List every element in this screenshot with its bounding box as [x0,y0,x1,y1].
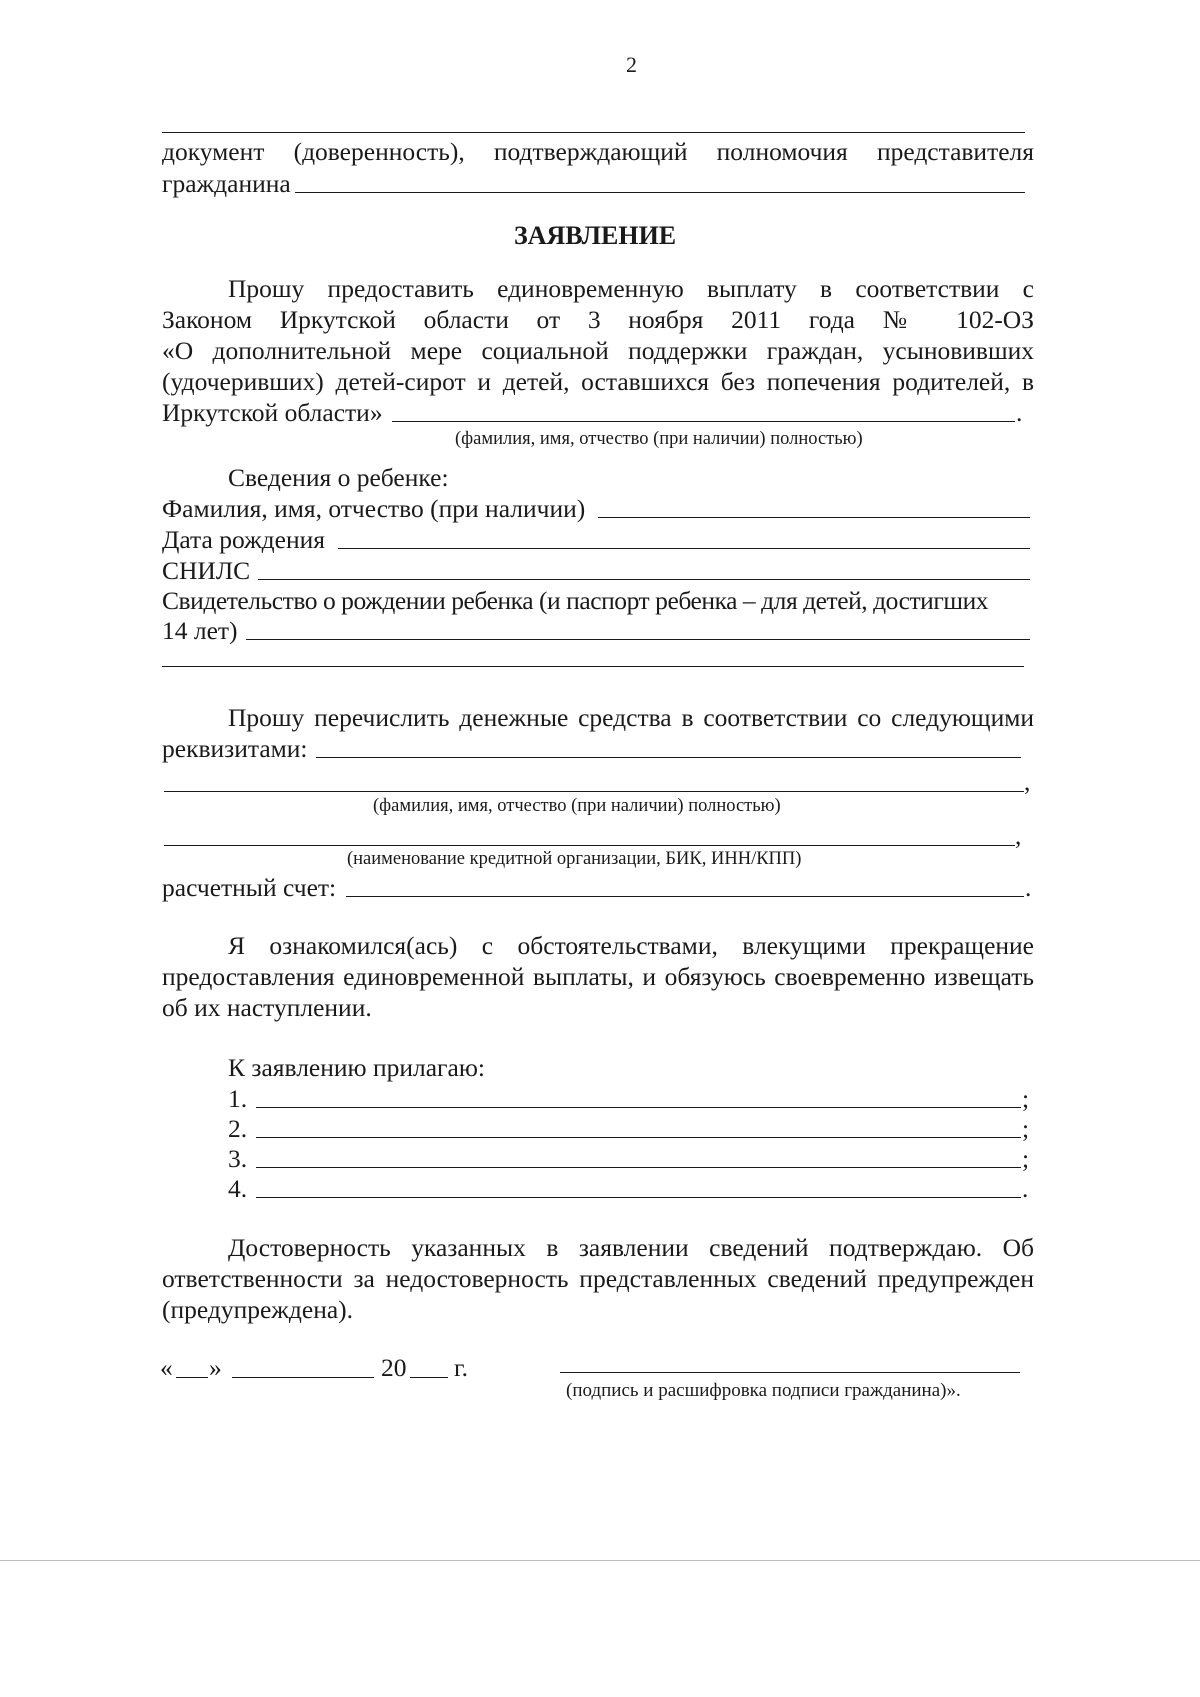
blank-line-child-snils[interactable] [258,579,1030,580]
blank-line-child-cert-2[interactable] [162,666,1024,667]
attachment-end-4: . [1022,1174,1029,1203]
page-bottom-rule [0,1560,1200,1561]
rep-doc-text-line1: документ (доверенность), подтверждающий полномочия представителя [162,137,1034,166]
request-end-mark: . [1016,398,1023,427]
ack-line2: предоставления единовременной выплаты, и обязуюсь своевременно извещать [162,962,1034,991]
request-line2: Законом Иркутской области от 3 ноября 2011 года № 102-ОЗ [162,305,1034,334]
attachment-end-1: ; [1022,1084,1030,1113]
request-line3: «О дополнительной мере социальной поддержки граждан, усыновивших [162,336,1034,365]
caption-applicant-name: (фамилия, имя, отчество (при наличии) полностью) [455,429,863,449]
account-end-mark: . [1025,873,1032,902]
child-heading: Сведения о ребенке: [228,463,449,492]
date-year-suffix: г. [454,1353,468,1382]
attachment-end-3: ; [1022,1144,1030,1173]
blank-line-attachment-4[interactable] [256,1197,1021,1198]
blank-line-signature[interactable] [560,1372,1020,1373]
transfer-line1: Прошу перечислить денежные средства в соответствии со следующими [228,703,1034,732]
ack-line1: Я ознакомился(ась) с обстоятельствами, влекущими прекращение [228,931,1034,960]
blank-line-attachment-3[interactable] [256,1167,1021,1168]
blank-line-child-name[interactable] [598,517,1030,518]
date-year-prefix: 20 [381,1353,407,1382]
transfer-comma1: , [1024,767,1031,796]
blank-line-details[interactable] [316,757,1021,758]
page-number: 2 [626,52,637,77]
blank-line-recipient-name[interactable] [164,791,1024,792]
blank-line-date-year[interactable] [410,1377,448,1378]
caption-recipient-name: (фамилия, имя, отчество (при наличии) полностью) [373,796,781,816]
child-birth-label: Дата рождения [162,525,325,554]
request-line4: (удочеривших) детей-сирот и детей, оставшихся без попечения родителей, в [162,367,1034,396]
blank-line-account[interactable] [346,896,1024,897]
request-line1: Прошу предоставить единовременную выплату в соответствии с [228,274,1034,303]
transfer-comma2: , [1015,821,1022,850]
caption-signature: (подпись и расшифровка подписи гражданина)». [566,1380,961,1401]
blank-line-rep-top[interactable] [162,132,1025,133]
transfer-details-label: реквизитами: [162,734,308,763]
attachments-heading: К заявлению прилагаю: [228,1053,485,1082]
child-snils-label: СНИЛС [162,556,251,585]
confirm-line3: (предупреждена). [162,1295,354,1324]
attachment-num-1: 1. [228,1084,248,1113]
attachment-num-4: 4. [228,1174,248,1203]
blank-line-attachment-1[interactable] [256,1107,1021,1108]
child-cert-label-line1: Свидетельство о рождении ребенка (и паспорт ребенка – для детей, достигших [162,586,989,615]
date-open-quote: « [160,1353,173,1382]
request-line5: Иркутской области» [162,398,383,427]
blank-line-attachment-2[interactable] [256,1137,1021,1138]
ack-line3: об их наступлении. [162,993,372,1022]
confirm-line2: ответственности за недостоверность представленных сведений предупрежден [162,1264,1034,1293]
attachment-num-2: 2. [228,1114,248,1143]
attachment-end-2: ; [1022,1114,1030,1143]
blank-line-bank[interactable] [164,845,1015,846]
caption-bank: (наименование кредитной организации, БИК, ИНН/КПП) [347,849,802,869]
account-label: расчетный счет: [162,873,337,902]
rep-doc-text-line2: гражданина [162,169,291,198]
document-title: ЗАЯВЛЕНИЕ [514,221,677,250]
child-cert-label-line2: 14 лет) [162,616,238,645]
child-name-label: Фамилия, имя, отчество (при наличии) [162,494,586,523]
blank-line-applicant-name[interactable] [392,421,1015,422]
attachment-num-3: 3. [228,1144,248,1173]
blank-line-date-month[interactable] [232,1377,374,1378]
blank-line-rep-doc[interactable] [295,192,1025,193]
blank-line-child-birth[interactable] [338,548,1030,549]
confirm-line1: Достоверность указанных в заявлении сведений подтверждаю. Об [228,1233,1034,1262]
blank-line-date-day[interactable] [176,1377,208,1378]
blank-line-child-cert[interactable] [246,639,1030,640]
date-close-quote: » [209,1353,222,1382]
